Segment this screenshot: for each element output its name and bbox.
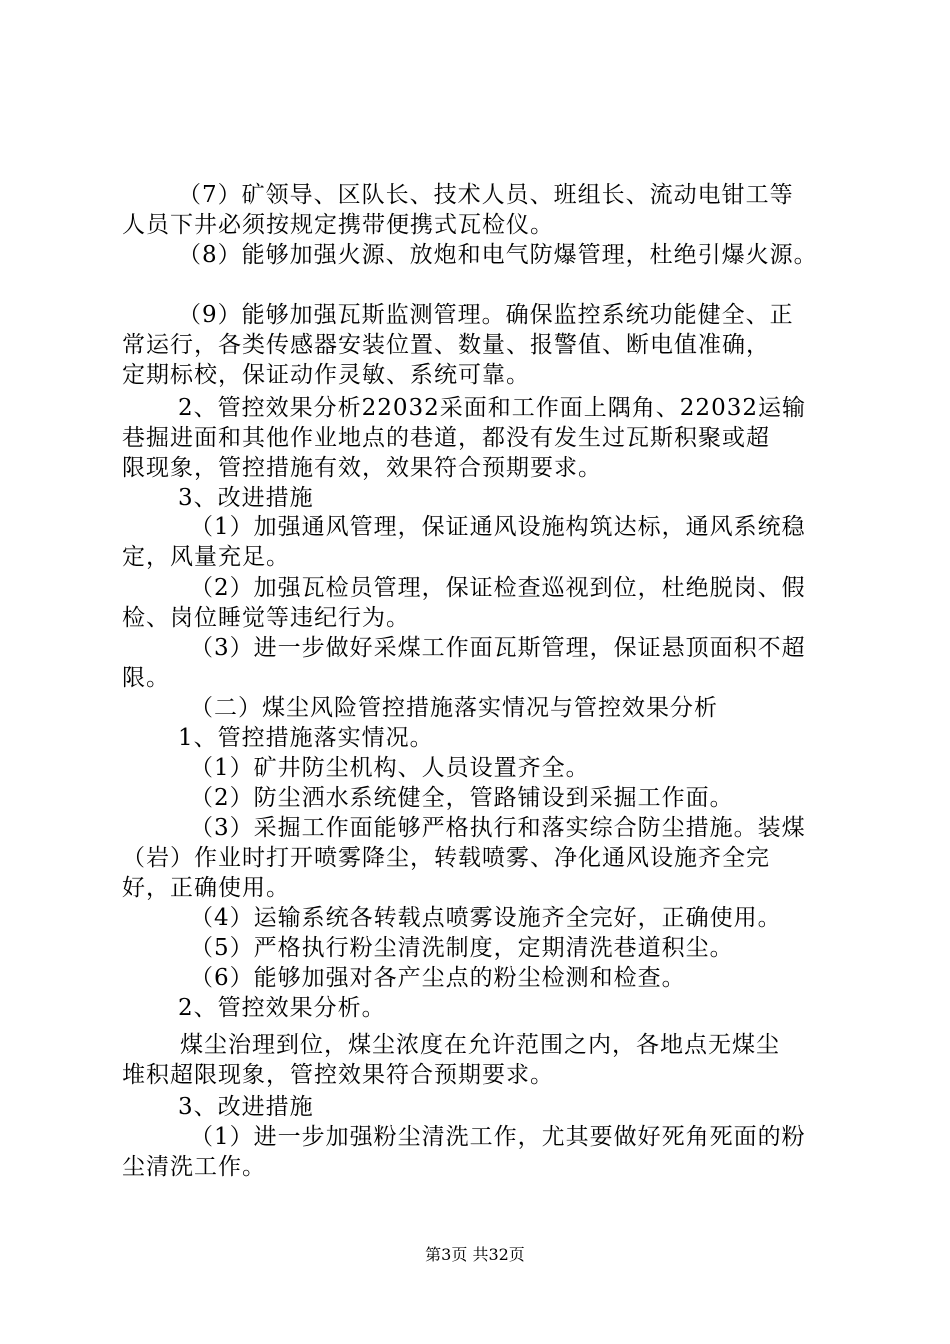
paragraph-line: （6）能够加强对各产尘点的粉尘检测和检查。 xyxy=(190,965,686,991)
paragraph-line: （3）采掘工作面能够严格执行和落实综合防尘措施。装煤 xyxy=(190,815,806,841)
paragraph-line: 煤尘治理到位，煤尘浓度在允许范围之内，各地点无煤尘 xyxy=(180,1032,780,1058)
paragraph-line: 限。 xyxy=(122,665,170,691)
paragraph-line: （5）严格执行粉尘清洗制度，定期清洗巷道积尘。 xyxy=(190,935,734,961)
section-heading: 2、管控效果分析。 xyxy=(178,995,386,1021)
section-heading: （二）煤尘风险管控措施落实情况与管控效果分析 xyxy=(190,695,718,721)
paragraph-line: 2、管控效果分析22032采面和工作面上隅角、22032运输 xyxy=(178,395,806,421)
paragraph-line: 常运行，各类传感器安装位置、数量、报警值、断电值准确， xyxy=(122,332,770,358)
section-heading: 3、改进措施 xyxy=(178,485,314,511)
paragraph-line: （8）能够加强火源、放炮和电气防爆管理，杜绝引爆火源。 xyxy=(178,242,818,268)
paragraph-line: （1）矿井防尘机构、人员设置齐全。 xyxy=(190,755,590,781)
paragraph-line: （岩）作业时打开喷雾降尘，转载喷雾、净化通风设施齐全完 xyxy=(122,845,770,871)
paragraph-line: 堆积超限现象，管控效果符合预期要求。 xyxy=(122,1062,554,1088)
paragraph-line: （7）矿领导、区队长、技术人员、班组长、流动电钳工等 xyxy=(178,182,794,208)
paragraph-line: 限现象，管控措施有效，效果符合预期要求。 xyxy=(122,455,602,481)
paragraph-line: 好，正确使用。 xyxy=(122,875,290,901)
paragraph-line: （1）加强通风管理，保证通风设施构筑达标，通风系统稳 xyxy=(190,514,806,540)
section-heading: 1、管控措施落实情况。 xyxy=(178,725,434,751)
section-heading: 3、改进措施 xyxy=(178,1094,314,1120)
paragraph-line: 尘清洗工作。 xyxy=(122,1154,266,1180)
page-number-footer: 第3页 共32页 xyxy=(425,1245,525,1264)
paragraph-line: （2）防尘洒水系统健全，管路铺设到采掘工作面。 xyxy=(190,785,734,811)
paragraph-line: 巷掘进面和其他作业地点的巷道，都没有发生过瓦斯积聚或超 xyxy=(122,425,770,451)
paragraph-line: （2）加强瓦检员管理，保证检查巡视到位，杜绝脱岗、假 xyxy=(190,575,806,601)
paragraph-line: （4）运输系统各转载点喷雾设施齐全完好，正确使用。 xyxy=(190,905,782,931)
paragraph-line: 定，风量充足。 xyxy=(122,544,290,570)
paragraph-line: 人员下井必须按规定携带便携式瓦检仪。 xyxy=(122,212,554,238)
paragraph-line: （3）进一步做好采煤工作面瓦斯管理，保证悬顶面积不超 xyxy=(190,635,806,661)
paragraph-line: 检、岗位睡觉等违纪行为。 xyxy=(122,605,410,631)
paragraph-line: 定期标校，保证动作灵敏、系统可靠。 xyxy=(122,362,530,388)
paragraph-line: （9）能够加强瓦斯监测管理。确保监控系统功能健全、正 xyxy=(178,302,794,328)
paragraph-line: （1）进一步加强粉尘清洗工作，尤其要做好死角死面的粉 xyxy=(190,1124,806,1150)
